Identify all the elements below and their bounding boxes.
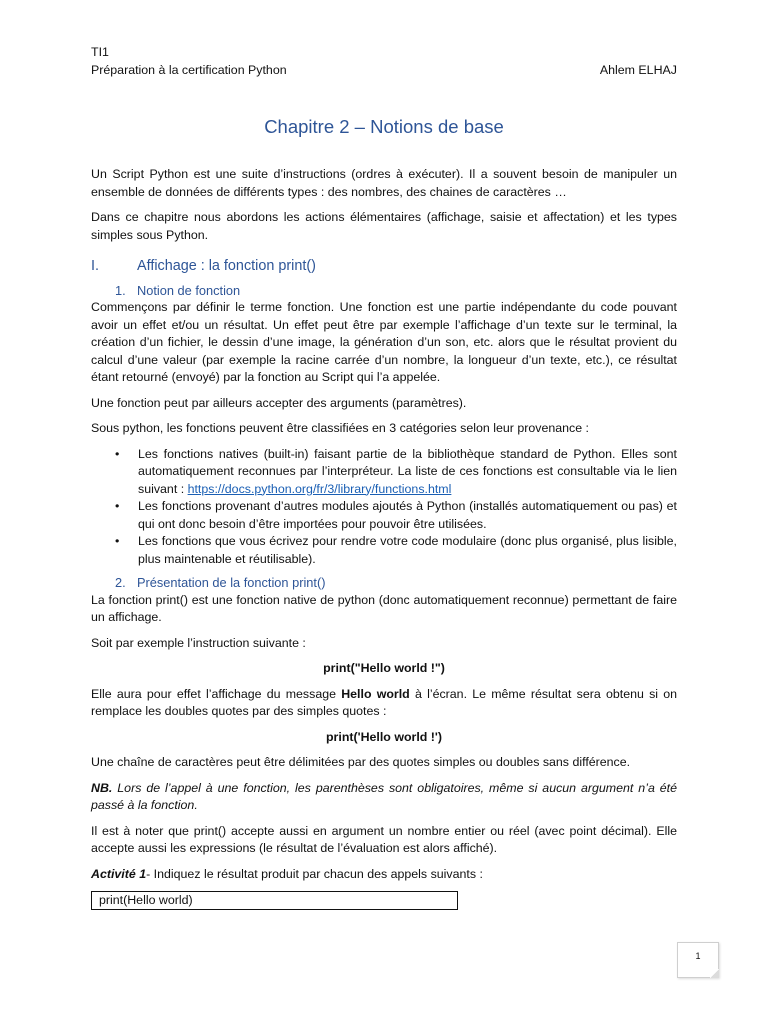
activity-code-box: print(Hello world) (91, 891, 458, 910)
list-item: • Les fonctions provenant d’autres modules ajoutés à Python (installés automatiquement ou pas) et qui ont donc besoin d’être importées pour pouvoir être utilisées. (91, 498, 677, 533)
code-example-single-quotes: print('Hello world !') (325, 729, 443, 744)
python-docs-link[interactable]: https://docs.python.org/fr/3/library/functions.html (187, 481, 452, 496)
document-page (91, 44, 677, 910)
activity-paragraph (91, 866, 677, 884)
running-header (91, 62, 677, 80)
intro-paragraph-1: Un Script Python est une suite d’instructions (ordres à exécuter). Il a souvent besoin de manipuler un ensemble de données de différents types : des nombres, des chaines de caractères … (91, 167, 677, 199)
list-item: • Les fonctions que vous écrivez pour rendre votre code modulaire (donc plus organisé, plus lisible, plus maintenable et réutilisable). (91, 533, 677, 568)
example-intro-paragraph: Soit par exemple l’instruction suivante : (91, 635, 306, 650)
header-course: TI1 (91, 45, 109, 59)
header-subtitle: Préparation à la certification Python (91, 62, 287, 77)
effect-text-before: Elle aura pour effet l’affichage du message (91, 686, 342, 701)
section-title: Affichage : la fonction print() (137, 258, 316, 274)
effect-paragraph (91, 686, 677, 721)
print-arguments-paragraph: Il est à noter que print() accepte aussi en argument un nombre entier ou réel (avec point décimal). Elle accepte aussi les expressions (le résultat de l’évaluation est alors affiché). (91, 823, 677, 855)
subsection-number: 1. (115, 282, 126, 298)
page-number: 1 (677, 942, 719, 978)
list-item (91, 446, 677, 499)
intro-paragraph-2: Dans ce chapitre nous abordons les actions élémentaires (affichage, saisie et affectation) et les types simples sous Python. (91, 210, 677, 242)
header-author: Ahlem ELHAJ (599, 62, 677, 77)
arguments-paragraph: Une fonction peut par ailleurs accepter des arguments (paramètres). (91, 395, 467, 410)
section-heading-1 (91, 258, 677, 276)
subsection-title: Présentation de la fonction print() (137, 575, 326, 590)
function-categories-list (91, 446, 677, 569)
bullet-text-builtin: Les fonctions natives (built-in) faisant partie de la bibliothèque standard de Python. Elles sont automatiquement reconnues par l’interpréteur. La liste de ces fonctions est consultable via le lien suivant : (138, 446, 677, 496)
effect-text-bold: Hello world (341, 686, 410, 701)
section-number: I. (91, 258, 99, 274)
string-quotes-paragraph: Une chaîne de caractères peut être délimitées par des quotes simples ou doubles sans différence. (91, 755, 631, 769)
code-example-double-quotes: print("Hello world !") (323, 661, 445, 675)
print-intro-paragraph: La fonction print() est une fonction native de python (donc automatiquement reconnue) permettant de faire un affichage. (91, 592, 677, 624)
subsection-title: Notion de fonction (137, 282, 241, 298)
nb-text: Lors de l’appel à une fonction, les parenthèses sont obligatoires, même si aucun argument n’a été passé à la fonction. (91, 780, 677, 812)
subsection-heading-2 (91, 574, 677, 592)
nb-label: NB. (91, 780, 113, 795)
function-definition-paragraph: Commençons par définir le terme fonction. Une fonction est une partie indépendante du code pouvant avoir un effet et/ou un résultat. Un effet peut être par exemple l’affichage d’un texte sur le terminal, la création d’un fichier, le dessin d’une image, la génération d’un son, etc. alors que le résultat provient du calcul d’une valeur (par exemple la racine carrée d’un nombre, la longueur d’un texte, etc.), ce résultat étant retourné (envoyé) par la fonction au Script qui l’a appelée. (91, 300, 677, 384)
effect-text-after: à l’écran. Le même résultat sera obtenu si on remplace les doubles quotes par des simples quotes : (91, 686, 678, 718)
categories-paragraph: Sous python, les fonctions peuvent être classifiées en 3 catégories selon leur provenance : (91, 421, 589, 435)
activity-label: Activité 1 (91, 866, 147, 881)
activity-text: - Indiquez le résultat produit par chacun des appels suivants : (146, 866, 483, 881)
chapter-title: Chapitre 2 – Notions de base (264, 116, 504, 137)
subsection-heading-1 (91, 282, 677, 300)
subsection-number: 2. (115, 575, 126, 590)
nb-note (91, 780, 677, 815)
